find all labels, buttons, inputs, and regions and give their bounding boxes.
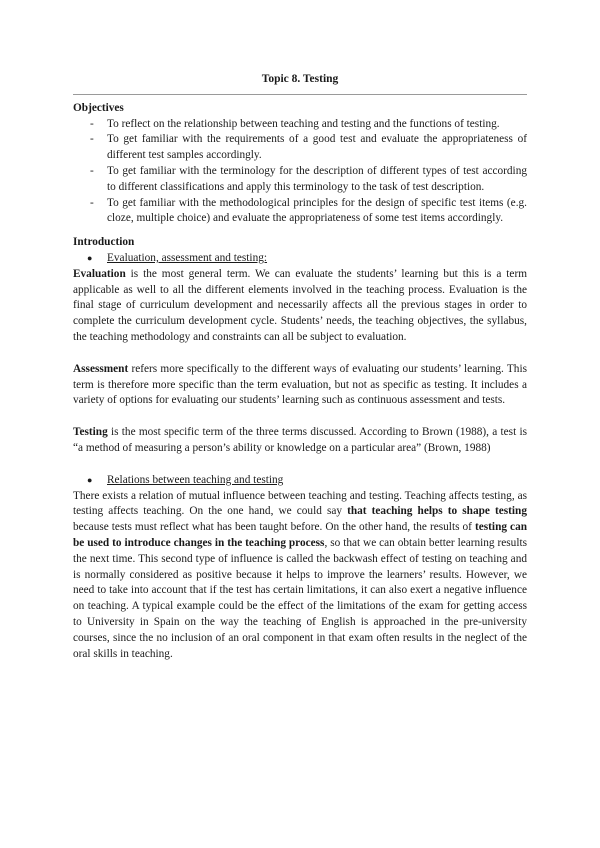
document-page <box>73 72 527 662</box>
testing-term: Testing <box>73 426 108 439</box>
relations-bold: testing can be used to introduce changes in the teaching process <box>73 521 527 549</box>
evaluation-term: Evaluation <box>73 267 126 280</box>
relations-text: There exists a relation of mutual influence between teaching and testing. Teaching affects testing, as testing affects teaching. On the one hand, we could say <box>73 489 527 518</box>
relations-text: , so that we can obtain better learning results the next time. This second type of influence is called the backwash effect of testing on teaching and is normally considered as positive because it helps to improve the learners’ results. However, we need to take into account that if the test has certain limitations, it can also exert a negative influence on teaching. A typical example could be the effect of the limitations of the exam for getting access to University in Spain on the way the teaching of English is approached in the pre-university courses, since the no inclusion of an oral component in that exam often results in the neglect of the oral skills in teaching. <box>73 536 528 660</box>
relations-bold: that teaching helps to shape testing <box>347 505 527 518</box>
relations-paragraph <box>73 489 527 663</box>
testing-text: is the most specific term of the three terms discussed. According to Brown (1988), a test is “a method of measuring a person’s ability or knowledge on a particular area” (Brown, 1988) <box>73 426 527 454</box>
assessment-text: refers more specifically to the different ways of evaluating our students’ learning. This term is therefore more specific than the term evaluation, but not as specific as testing. It includes a variety of options for evaluating our students’ learning such as continuous assessment and tests. <box>73 362 527 407</box>
title-divider <box>73 94 527 95</box>
objective-item: - To get familiar with the terminology for the description of different types of test according to different classifications and apply this terminology to the task of test description. <box>107 164 527 196</box>
testing-paragraph <box>73 425 527 457</box>
objective-item: - To get familiar with the methodological principles for the design of specific test items (e.g. cloze, multiple choice) and evaluate the appropriateness of some test items accordingly. <box>107 196 527 228</box>
evaluation-text: is the most general term. We can evaluate the students’ learning but this is a term applicable as well to all the different elements involved in the teaching process. Evaluation is the final stage of curriculum development and necessarily affects all the previous stages in order to complete the curriculum development cycle. Students’ needs, the teaching objectives, the syllabus, the teaching methodology and constraints can all be subject to evaluation. <box>73 267 527 343</box>
bullet-dot-icon: ● <box>87 252 93 263</box>
relations-text: because tests must reflect what has been taught before. On the other hand, the results of <box>73 521 475 534</box>
assessment-term: Assessment <box>73 362 129 375</box>
bullet-dot-icon: ● <box>87 474 93 485</box>
bullet-label: Evaluation, assessment and testing: <box>107 251 268 264</box>
bullet-label: Relations between teaching and testing <box>107 473 284 486</box>
objectives-list <box>73 117 527 228</box>
objective-item: - To reflect on the relationship between teaching and testing and the functions of testing. <box>107 117 527 133</box>
page-title: Topic 8. Testing <box>261 73 339 85</box>
objectives-heading: Objectives <box>73 101 124 114</box>
assessment-paragraph <box>73 362 527 409</box>
bullet-evaluation-assessment-testing <box>73 251 527 267</box>
introduction-heading: Introduction <box>73 236 135 249</box>
evaluation-paragraph <box>73 267 527 346</box>
objective-item: - To get familiar with the requirements of a good test and evaluate the appropriateness of different test samples accordingly. <box>107 132 527 164</box>
bullet-relations <box>73 473 527 489</box>
